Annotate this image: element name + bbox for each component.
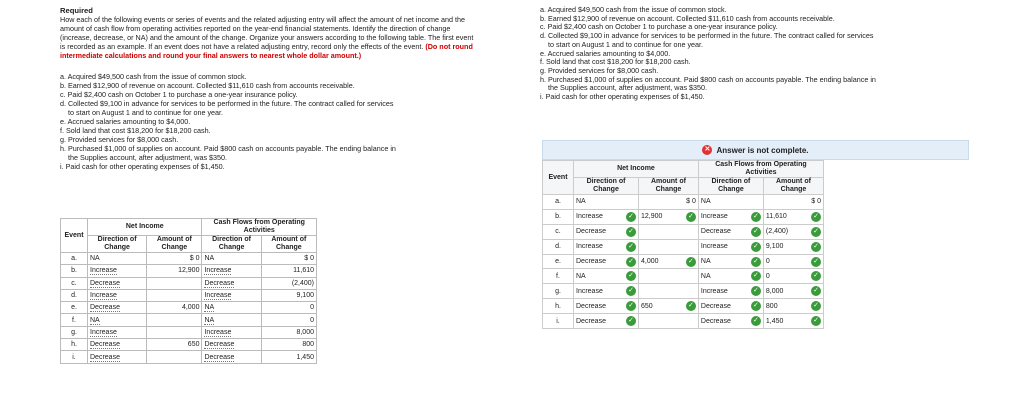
event-label-value: i. bbox=[556, 317, 560, 325]
ni-amount-cell-value: $ 0 bbox=[686, 198, 696, 206]
cf-direction-cell[interactable] bbox=[698, 269, 763, 284]
cf-direction-cell-value: Increase bbox=[204, 292, 232, 300]
ni-amount-cell-value: $ 0 bbox=[189, 255, 200, 263]
event-label-value: h. bbox=[555, 302, 561, 310]
event-label bbox=[543, 299, 574, 314]
table-row bbox=[61, 314, 317, 326]
cf-amount-cell-value: 0 bbox=[765, 258, 770, 265]
checkmark-icon: ✓ bbox=[626, 316, 636, 326]
ni-direction-cell[interactable] bbox=[88, 314, 147, 326]
answer-table-right bbox=[542, 160, 824, 329]
instructions-body: How each of the following events or series of events and the related adjusting entry will affect the amount of net income and the amount of cash flow from operating activities reported on the year-end financial statements. Identify the direction of change (increase, decrease, or NA) and the amount of the change. Organize your answers according to the following table. The first event is recorded as an example. If an event does not have a related adjusting entry, record only the effects of the event. bbox=[60, 15, 474, 51]
ni-amount-cell bbox=[147, 253, 202, 265]
checkmark-icon: ✓ bbox=[811, 316, 821, 326]
cf-direction-cell[interactable] bbox=[202, 326, 261, 338]
ni-direction-cell[interactable] bbox=[574, 254, 639, 269]
cf-direction-cell-value: Decrease bbox=[700, 302, 731, 310]
checkmark-icon: ✓ bbox=[751, 286, 761, 296]
cf-direction-cell[interactable] bbox=[698, 314, 763, 329]
table-row bbox=[543, 254, 824, 269]
checkmark-icon: ✓ bbox=[626, 301, 636, 311]
cf-amount-cell[interactable] bbox=[763, 254, 823, 269]
event-item: f. Sold land that cost $18,200 for $18,200 cash. bbox=[60, 126, 211, 135]
event-item: h. Purchased $1,000 of supplies on account. Paid $800 cash on accounts payable. The ending balance in bbox=[540, 74, 876, 84]
cf-amount-cell bbox=[763, 195, 823, 210]
cf-amount-cell-value: 1,450 bbox=[765, 317, 784, 325]
ni-direction-cell-value: NA bbox=[576, 272, 586, 280]
ni-amount-cell-value: 650 bbox=[187, 341, 200, 349]
cf-direction-cell[interactable] bbox=[698, 254, 763, 269]
ni-direction-cell[interactable] bbox=[88, 339, 147, 351]
events-list-right bbox=[540, 6, 965, 102]
checkmark-icon: ✓ bbox=[811, 227, 821, 237]
ni-direction-cell-value: Decrease bbox=[576, 302, 606, 310]
cf-amount-cell[interactable] bbox=[763, 299, 823, 314]
ni-direction-cell-value: Decrease bbox=[576, 317, 606, 325]
cf-amount-cell[interactable] bbox=[763, 209, 823, 224]
table-row bbox=[543, 284, 824, 299]
event-item: the Supplies account, after adjustment, was $350. bbox=[68, 153, 228, 162]
ni-direction-cell-value: Decrease bbox=[90, 353, 120, 361]
event-item: h. Purchased $1,000 of supplies on account. Paid $800 cash on accounts payable. The ending balance in bbox=[60, 144, 396, 153]
ni-direction-cell[interactable] bbox=[88, 289, 147, 301]
event-label bbox=[61, 277, 88, 289]
cf-direction-cell[interactable] bbox=[202, 265, 261, 277]
cf-direction-header: Direction of Change bbox=[202, 236, 261, 253]
event-item: c. Paid $2,400 cash on October 1 to purchase a one-year insurance policy. bbox=[60, 90, 298, 99]
cf-direction-cell[interactable] bbox=[202, 302, 261, 314]
checkmark-icon: ✓ bbox=[811, 257, 821, 267]
event-item: a. Acquired $49,500 cash from the issue of common stock. bbox=[60, 72, 247, 81]
cf-direction-cell[interactable] bbox=[698, 224, 763, 239]
event-item: the Supplies account, after adjustment, was $350. bbox=[548, 83, 708, 93]
table-row bbox=[61, 302, 317, 314]
ni-direction-header: Direction of Change bbox=[574, 178, 639, 195]
event-label bbox=[61, 289, 88, 301]
event-header: Event bbox=[61, 219, 88, 253]
ni-amount-cell[interactable] bbox=[147, 339, 202, 351]
event-item: i. Paid cash for other operating expenses of $1,450. bbox=[540, 92, 705, 102]
event-item: f. Sold land that cost $18,200 for $18,200 cash. bbox=[540, 57, 691, 67]
ni-amount-cell[interactable] bbox=[639, 239, 699, 254]
cf-amount-cell-value: $ 0 bbox=[811, 198, 821, 206]
cf-direction-cell-value: Decrease bbox=[700, 228, 731, 236]
checkmark-icon: ✓ bbox=[751, 227, 761, 237]
x-circle-icon: ✕ bbox=[702, 145, 712, 155]
ni-direction-cell-value: Decrease bbox=[576, 258, 606, 265]
event-label-value: g. bbox=[555, 287, 561, 295]
ni-direction-cell[interactable] bbox=[574, 239, 639, 254]
event-label bbox=[543, 284, 574, 299]
ni-direction-cell-value: Increase bbox=[576, 287, 603, 295]
table-row bbox=[543, 314, 824, 329]
checkmark-icon: ✓ bbox=[811, 286, 821, 296]
instructions-text bbox=[60, 15, 480, 60]
cf-direction-cell-value: NA bbox=[204, 304, 215, 312]
ni-direction-cell-value: Increase bbox=[90, 328, 117, 336]
ni-amount-cell[interactable] bbox=[147, 351, 202, 363]
ni-direction-cell-value: NA bbox=[576, 198, 586, 206]
event-label bbox=[543, 314, 574, 329]
ni-direction-cell[interactable] bbox=[88, 265, 147, 277]
ni-direction-cell bbox=[574, 195, 639, 210]
ni-direction-cell-value: Decrease bbox=[90, 304, 120, 312]
net-income-header: Net Income bbox=[574, 161, 699, 178]
ni-amount-cell[interactable] bbox=[147, 289, 202, 301]
checkmark-icon: ✓ bbox=[751, 212, 761, 222]
cf-direction-cell-value: Increase bbox=[700, 243, 728, 251]
cf-amount-cell-value: 11,610 bbox=[293, 267, 314, 275]
table-row bbox=[61, 351, 317, 363]
event-label-value: i. bbox=[72, 353, 76, 361]
event-label bbox=[543, 269, 574, 284]
checkmark-icon: ✓ bbox=[811, 271, 821, 281]
ni-amount-cell[interactable] bbox=[147, 277, 202, 289]
event-label bbox=[543, 224, 574, 239]
event-label bbox=[543, 209, 574, 224]
checkmark-icon: ✓ bbox=[811, 242, 821, 252]
answer-table-left bbox=[60, 218, 317, 364]
cf-amount-cell[interactable] bbox=[261, 339, 316, 351]
cf-amount-cell-value: 9,100 bbox=[765, 243, 784, 251]
event-item: e. Accrued salaries amounting to $4,000. bbox=[60, 117, 191, 126]
cf-amount-cell-value: 0 bbox=[310, 304, 314, 312]
cf-direction-cell-value: Decrease bbox=[700, 317, 731, 325]
checkmark-icon: ✓ bbox=[686, 301, 696, 311]
table-row bbox=[61, 277, 317, 289]
event-item: i. Paid cash for other operating expenses of $1,450. bbox=[60, 162, 225, 171]
checkmark-icon: ✓ bbox=[751, 257, 761, 267]
ni-direction-cell[interactable] bbox=[88, 326, 147, 338]
table-row bbox=[543, 224, 824, 239]
event-item: g. Provided services for $8,000 cash. bbox=[60, 135, 179, 144]
cash-flows-header: Cash Flows from Operating Activities bbox=[698, 161, 823, 178]
event-item: g. Provided services for $8,000 cash. bbox=[540, 65, 659, 75]
cf-direction-cell[interactable] bbox=[202, 277, 261, 289]
ni-direction-cell-value: NA bbox=[90, 316, 100, 324]
cf-amount-cell-value: 11,610 bbox=[765, 213, 787, 221]
ni-amount-cell-value: 650 bbox=[641, 302, 653, 310]
cf-direction-cell[interactable] bbox=[202, 314, 261, 326]
ni-amount-cell[interactable] bbox=[639, 224, 699, 239]
ni-direction-cell[interactable] bbox=[574, 269, 639, 284]
cf-direction-cell-value: Increase bbox=[700, 287, 728, 295]
ni-direction-cell[interactable] bbox=[574, 209, 639, 224]
cf-amount-cell-value: 800 bbox=[765, 302, 778, 310]
event-label-value: f. bbox=[72, 316, 76, 324]
cf-amount-cell[interactable] bbox=[261, 277, 316, 289]
ni-amount-header: Amount of Change bbox=[147, 236, 202, 253]
checkmark-icon: ✓ bbox=[626, 242, 636, 252]
cf-amount-cell-value: (2,400) bbox=[765, 228, 789, 236]
cf-direction-cell bbox=[202, 253, 261, 265]
event-label-value: a. bbox=[71, 255, 77, 263]
event-label bbox=[61, 351, 88, 363]
cf-direction-cell-value: NA bbox=[700, 258, 711, 265]
required-heading: Required bbox=[60, 6, 93, 15]
event-label-value: c. bbox=[71, 279, 77, 287]
cf-direction-cell[interactable] bbox=[698, 209, 763, 224]
ni-direction-cell[interactable] bbox=[574, 314, 639, 329]
event-item: a. Acquired $49,500 cash from the issue of common stock. bbox=[540, 5, 727, 14]
event-item: b. Earned $12,900 of revenue on account. Collected $11,610 cash from accounts receivable. bbox=[540, 13, 835, 23]
ni-direction-header: Direction of Change bbox=[88, 236, 147, 253]
cf-direction-cell-value: Decrease bbox=[204, 353, 235, 361]
cf-direction-cell[interactable] bbox=[698, 299, 763, 314]
checkmark-icon: ✓ bbox=[686, 257, 696, 267]
ni-direction-cell[interactable] bbox=[88, 302, 147, 314]
event-label bbox=[61, 314, 88, 326]
cf-amount-cell[interactable] bbox=[763, 269, 823, 284]
checkmark-icon: ✓ bbox=[686, 212, 696, 222]
ni-amount-cell-value: 12,900 bbox=[641, 213, 663, 221]
events-list-left bbox=[60, 72, 480, 171]
cf-amount-cell[interactable] bbox=[261, 351, 316, 363]
cash-flows-header: Cash Flows from Operating Activities bbox=[202, 219, 317, 236]
ni-amount-cell-value: 4,000 bbox=[641, 258, 659, 265]
event-label-value: h. bbox=[71, 341, 77, 349]
event-label-value: f. bbox=[556, 272, 560, 280]
event-label-value: e. bbox=[555, 258, 561, 265]
ni-amount-cell[interactable] bbox=[147, 326, 202, 338]
ni-direction-cell[interactable] bbox=[88, 351, 147, 363]
ni-direction-cell-value: NA bbox=[90, 255, 100, 263]
instructions-panel bbox=[60, 6, 480, 171]
ni-amount-cell-value: 4,000 bbox=[181, 304, 200, 312]
event-item: e. Accrued salaries amounting to $4,000. bbox=[540, 48, 671, 58]
ni-direction-cell-value: Decrease bbox=[90, 279, 120, 287]
cf-direction-cell[interactable] bbox=[698, 239, 763, 254]
cf-amount-cell-value: 800 bbox=[302, 341, 314, 349]
cf-amount-cell bbox=[261, 253, 316, 265]
cf-amount-cell-value: 8,000 bbox=[296, 328, 314, 336]
cf-direction-cell-value: Decrease bbox=[204, 341, 235, 349]
event-item: to start on August 1 and to continue for one year. bbox=[548, 39, 704, 49]
event-label bbox=[61, 302, 88, 314]
cf-amount-cell-value: $ 0 bbox=[304, 255, 314, 263]
ni-direction-cell[interactable] bbox=[88, 277, 147, 289]
ni-amount-cell[interactable] bbox=[147, 265, 202, 277]
ni-direction-cell-value: Increase bbox=[90, 292, 117, 300]
cf-amount-cell[interactable] bbox=[763, 224, 823, 239]
ni-amount-cell[interactable] bbox=[639, 314, 699, 329]
cf-amount-cell-value: 1,450 bbox=[296, 353, 314, 361]
cf-direction-cell bbox=[698, 195, 763, 210]
checkmark-icon: ✓ bbox=[811, 301, 821, 311]
cf-direction-cell-value: Increase bbox=[204, 328, 232, 336]
table-row bbox=[543, 195, 824, 210]
cf-amount-header: Amount of Change bbox=[763, 178, 823, 195]
ni-direction-cell bbox=[88, 253, 147, 265]
rounding-warning: (Do not round intermediate calculations and round your final answers to nearest whole dollar amount.) bbox=[60, 42, 473, 60]
checkmark-icon: ✓ bbox=[626, 227, 636, 237]
cf-amount-cell-value: 9,100 bbox=[296, 292, 314, 300]
cf-amount-cell[interactable] bbox=[261, 326, 316, 338]
event-label-value: b. bbox=[555, 213, 561, 221]
answer-status-text: Answer is not complete. bbox=[716, 145, 809, 155]
event-label-value: b. bbox=[71, 267, 77, 275]
ni-amount-cell[interactable] bbox=[639, 269, 699, 284]
event-item: c. Paid $2,400 cash on October 1 to purchase a one-year insurance policy. bbox=[540, 22, 778, 32]
event-item: d. Collected $9,100 in advance for services to be performed in the future. The contract called for services bbox=[540, 31, 874, 41]
event-label bbox=[543, 254, 574, 269]
cf-direction-cell-value: NA bbox=[700, 272, 711, 280]
event-label-value: d. bbox=[71, 292, 77, 300]
event-header: Event bbox=[543, 161, 574, 195]
net-income-header: Net Income bbox=[88, 219, 202, 236]
ni-amount-cell bbox=[639, 195, 699, 210]
event-label-value: c. bbox=[555, 228, 561, 236]
ni-direction-cell-value: Increase bbox=[90, 267, 117, 275]
cf-direction-cell[interactable] bbox=[202, 289, 261, 301]
cf-direction-cell[interactable] bbox=[202, 339, 261, 351]
cf-direction-cell[interactable] bbox=[698, 284, 763, 299]
ni-direction-cell[interactable] bbox=[574, 299, 639, 314]
cf-direction-cell-value: NA bbox=[204, 255, 215, 263]
cf-amount-cell[interactable] bbox=[763, 239, 823, 254]
ni-direction-cell[interactable] bbox=[574, 224, 639, 239]
ni-amount-cell[interactable] bbox=[639, 254, 699, 269]
ni-amount-cell-value: 12,900 bbox=[178, 267, 200, 275]
cf-direction-cell-value: NA bbox=[700, 198, 711, 206]
event-item: b. Earned $12,900 of revenue on account. Collected $11,610 cash from accounts receivable. bbox=[60, 81, 355, 90]
cf-direction-cell-value: NA bbox=[204, 316, 215, 324]
event-item: to start on August 1 and to continue for one year. bbox=[68, 108, 224, 117]
cf-amount-cell[interactable] bbox=[261, 302, 316, 314]
ni-direction-cell-value: Increase bbox=[576, 213, 603, 221]
cf-amount-cell[interactable] bbox=[763, 284, 823, 299]
event-label bbox=[61, 253, 88, 265]
ni-amount-header: Amount of Change bbox=[639, 178, 699, 195]
checkmark-icon: ✓ bbox=[626, 257, 636, 267]
ni-amount-cell[interactable] bbox=[147, 302, 202, 314]
cf-amount-cell[interactable] bbox=[261, 289, 316, 301]
table-row bbox=[543, 209, 824, 224]
event-label bbox=[61, 265, 88, 277]
cf-amount-cell[interactable] bbox=[261, 265, 316, 277]
cf-direction-cell-value: Increase bbox=[700, 213, 728, 221]
table-row bbox=[543, 269, 824, 284]
checkmark-icon: ✓ bbox=[626, 212, 636, 222]
table-row bbox=[61, 326, 317, 338]
event-label bbox=[543, 239, 574, 254]
cf-amount-cell[interactable] bbox=[261, 314, 316, 326]
event-label-value: a. bbox=[555, 198, 561, 206]
table-row bbox=[61, 339, 317, 351]
event-item: d. Collected $9,100 in advance for services to be performed in the future. The contract called for services bbox=[60, 99, 394, 108]
ni-amount-cell[interactable] bbox=[639, 284, 699, 299]
checkmark-icon: ✓ bbox=[751, 242, 761, 252]
event-label bbox=[61, 326, 88, 338]
event-label bbox=[61, 339, 88, 351]
checkmark-icon: ✓ bbox=[751, 301, 761, 311]
ni-amount-cell[interactable] bbox=[147, 314, 202, 326]
cf-direction-cell-value: Decrease bbox=[204, 279, 235, 287]
cf-direction-cell[interactable] bbox=[202, 351, 261, 363]
table-row bbox=[61, 289, 317, 301]
event-label-value: d. bbox=[555, 243, 561, 251]
cf-amount-cell[interactable] bbox=[763, 314, 823, 329]
table-row bbox=[61, 253, 317, 265]
checkmark-icon: ✓ bbox=[626, 271, 636, 281]
ni-amount-cell[interactable] bbox=[639, 209, 699, 224]
table-row bbox=[61, 265, 317, 277]
checkmark-icon: ✓ bbox=[751, 316, 761, 326]
event-label-value: e. bbox=[71, 304, 77, 312]
cf-amount-cell-value: (2,400) bbox=[291, 279, 314, 287]
events-panel-right bbox=[540, 6, 965, 102]
ni-amount-cell[interactable] bbox=[639, 299, 699, 314]
cf-amount-cell-value: 0 bbox=[310, 316, 314, 324]
cf-amount-header: Amount of Change bbox=[261, 236, 316, 253]
cf-amount-cell-value: 8,000 bbox=[765, 287, 784, 295]
checkmark-icon: ✓ bbox=[626, 286, 636, 296]
answer-status-banner bbox=[542, 140, 969, 160]
checkmark-icon: ✓ bbox=[811, 212, 821, 222]
ni-direction-cell[interactable] bbox=[574, 284, 639, 299]
table-row bbox=[543, 239, 824, 254]
ni-direction-cell-value: Increase bbox=[576, 243, 603, 251]
event-label bbox=[543, 195, 574, 210]
ni-direction-cell-value: Decrease bbox=[90, 341, 120, 349]
ni-direction-cell-value: Decrease bbox=[576, 228, 606, 236]
cf-direction-header: Direction of Change bbox=[698, 178, 763, 195]
table-row bbox=[543, 299, 824, 314]
checkmark-icon: ✓ bbox=[751, 271, 761, 281]
cf-direction-cell-value: Increase bbox=[204, 267, 232, 275]
event-label-value: g. bbox=[71, 328, 77, 336]
cf-amount-cell-value: 0 bbox=[765, 272, 770, 280]
